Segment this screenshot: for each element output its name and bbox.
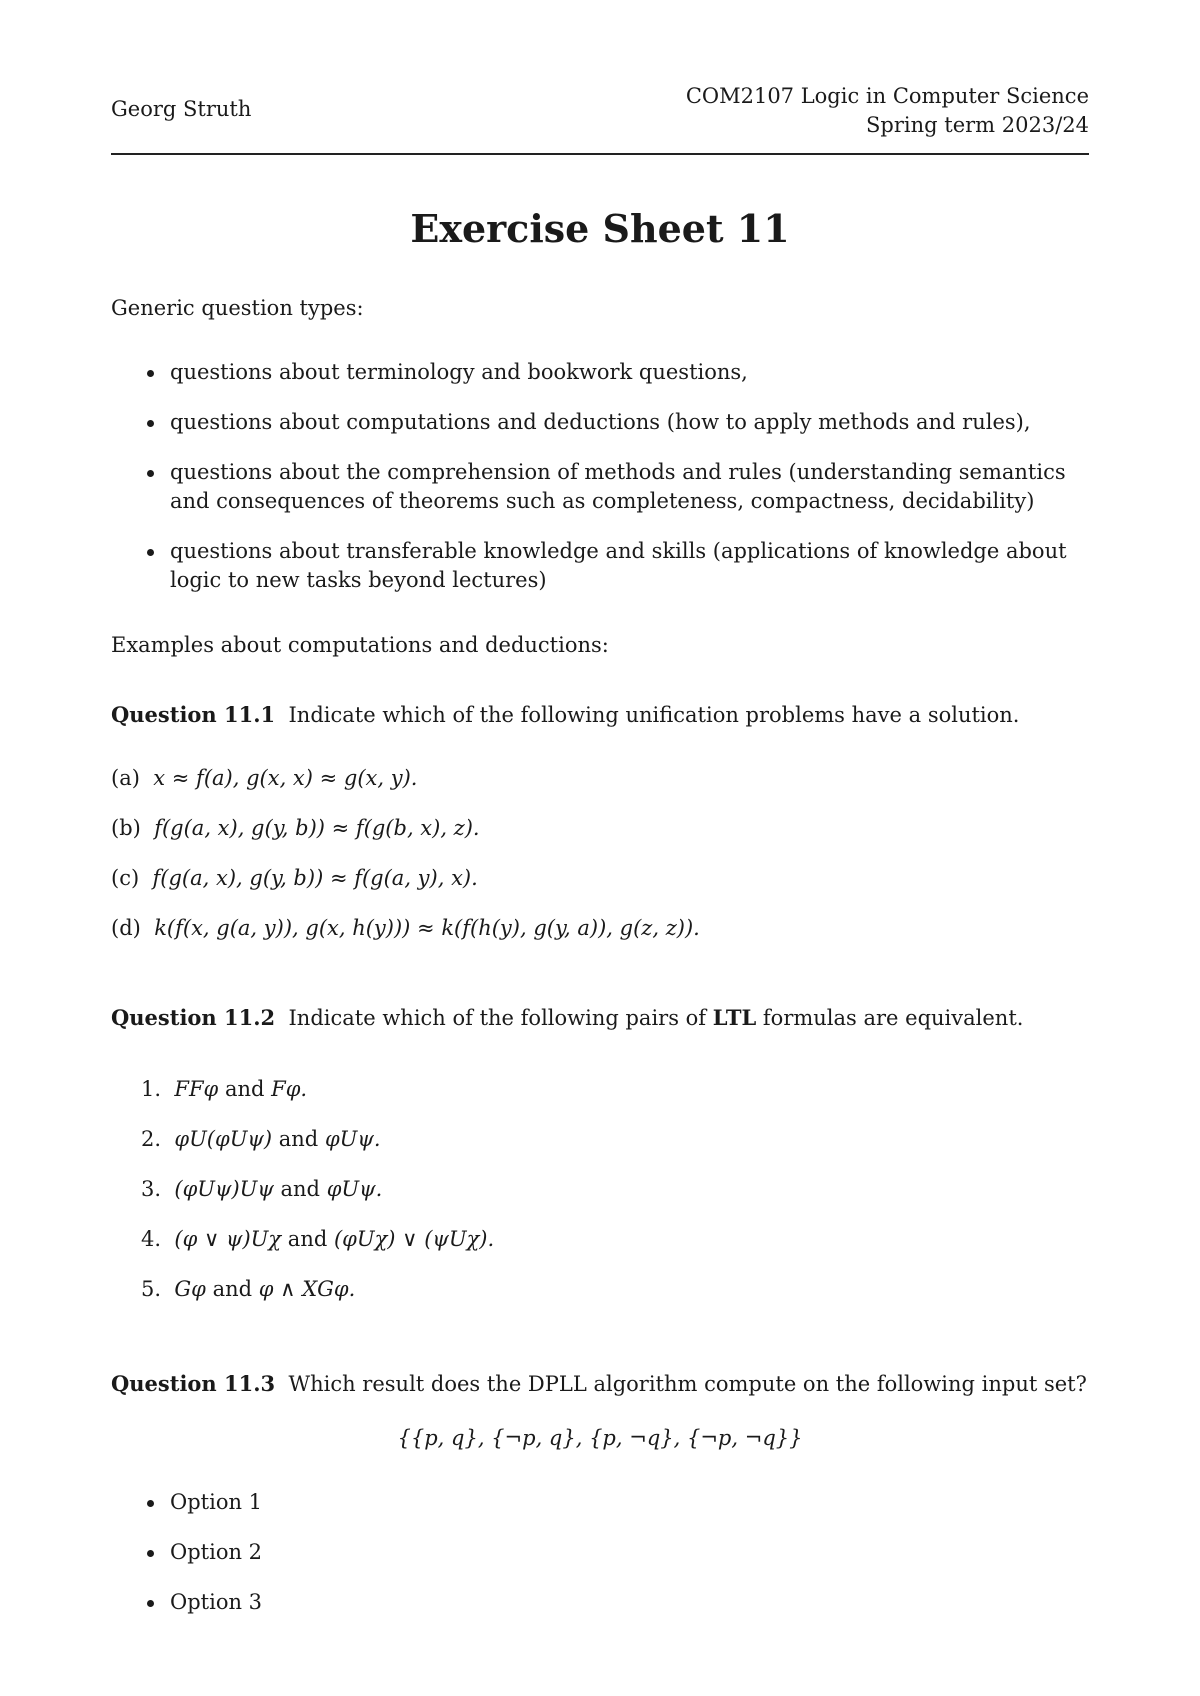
- question-text: formulas are equivalent.: [762, 1006, 1024, 1030]
- ltl-pair-item: [141, 1225, 494, 1254]
- dpll-input-formula: {{p, q}, {¬p, q}, {p, ¬q}, {¬p, ¬q}}: [397, 1426, 803, 1450]
- question-text: Indicate which of the following pairs of: [288, 1006, 707, 1030]
- author-name: Georg Struth: [111, 97, 252, 121]
- ltl-term: LTL: [712, 1005, 757, 1030]
- formula-left: FFφ: [174, 1077, 219, 1101]
- formula-right: φUψ.: [326, 1177, 383, 1201]
- item-number: 3.: [141, 1177, 162, 1201]
- formula-right: Fφ.: [271, 1077, 308, 1101]
- question-11-1: [111, 700, 1019, 730]
- question-11-2: [111, 1003, 1023, 1033]
- question-label: Question 11.1: [111, 702, 276, 727]
- unification-item: [111, 914, 700, 943]
- answer-option: Option 2: [170, 1540, 263, 1564]
- unification-item: [111, 864, 478, 893]
- examples-intro: Examples about computations and deductions:: [111, 633, 609, 657]
- formula-conj: and: [212, 1277, 253, 1301]
- ltl-pair-item: [141, 1125, 381, 1154]
- course-title: COM2107 Logic in Computer Science: [685, 84, 1089, 108]
- item-mark: (b): [111, 816, 141, 840]
- item-mark: (a): [111, 766, 140, 790]
- bullet-icon: [147, 370, 154, 377]
- bullet-icon: [147, 1600, 154, 1607]
- ltl-pair-item: [141, 1175, 382, 1204]
- formula-right: (φUχ) ∨ (ψUχ).: [333, 1227, 495, 1251]
- formula-left: φU(φUψ): [174, 1127, 273, 1151]
- formula-left: (φ ∨ ψ)Uχ: [174, 1227, 282, 1251]
- bullet-icon: [147, 1550, 154, 1557]
- item-expr: k(f(x, g(a, y)), g(x, h(y))) ≈ k(f(h(y), g(y, a)), g(z, z)).: [154, 916, 700, 940]
- unification-item: [111, 764, 417, 793]
- formula-right: φUψ.: [324, 1127, 381, 1151]
- generic-item: questions about the comprehension of methods and rules (understanding semantics and consequences of theorems such as completeness, compactness, decidability): [170, 460, 1066, 513]
- ltl-pair-item: [141, 1275, 355, 1304]
- question-11-3: [111, 1369, 1087, 1399]
- generic-item: questions about transferable knowledge and skills (applications of knowledge about logic to new tasks beyond lectures): [170, 539, 1067, 592]
- formula-conj: and: [224, 1077, 265, 1101]
- question-text: Indicate which of the following unification problems have a solution.: [288, 703, 1020, 727]
- formula-conj: and: [287, 1227, 328, 1251]
- page-title: Exercise Sheet 11: [410, 206, 790, 251]
- formula-conj: and: [278, 1127, 319, 1151]
- item-number: 1.: [141, 1077, 162, 1101]
- formula-right: φ ∧ XGφ.: [258, 1277, 356, 1301]
- generic-item: questions about terminology and bookwork questions,: [170, 360, 748, 384]
- generic-item: questions about computations and deductions (how to apply methods and rules),: [170, 410, 1031, 434]
- term-label: Spring term 2023/24: [866, 113, 1089, 137]
- question-label: Question 11.2: [111, 1005, 276, 1030]
- ltl-pair-item: [141, 1075, 307, 1104]
- item-number: 4.: [141, 1227, 162, 1251]
- unification-item: [111, 814, 480, 843]
- item-number: 5.: [141, 1277, 162, 1301]
- answer-option: Option 3: [170, 1590, 263, 1614]
- item-mark: (d): [111, 916, 141, 940]
- formula-conj: and: [280, 1177, 321, 1201]
- formula-left: Gφ: [174, 1277, 206, 1301]
- question-text: Which result does the DPLL algorithm compute on the following input set?: [288, 1372, 1087, 1396]
- item-expr: f(g(a, x), g(y, b)) ≈ f(g(a, y), x).: [152, 866, 478, 890]
- item-mark: (c): [111, 866, 140, 890]
- item-number: 2.: [141, 1127, 162, 1151]
- generic-intro: Generic question types:: [111, 296, 364, 320]
- bullet-icon: [147, 1500, 154, 1507]
- bullet-icon: [147, 549, 154, 556]
- item-expr: x ≈ f(a), g(x, x) ≈ g(x, y).: [153, 766, 418, 790]
- bullet-icon: [147, 420, 154, 427]
- formula-left: (φUψ)Uψ: [174, 1177, 274, 1201]
- item-expr: f(g(a, x), g(y, b)) ≈ f(g(b, x), z).: [154, 816, 480, 840]
- bullet-icon: [147, 470, 154, 477]
- question-label: Question 11.3: [111, 1371, 276, 1396]
- header-rule: [111, 153, 1089, 155]
- answer-option: Option 1: [170, 1490, 263, 1514]
